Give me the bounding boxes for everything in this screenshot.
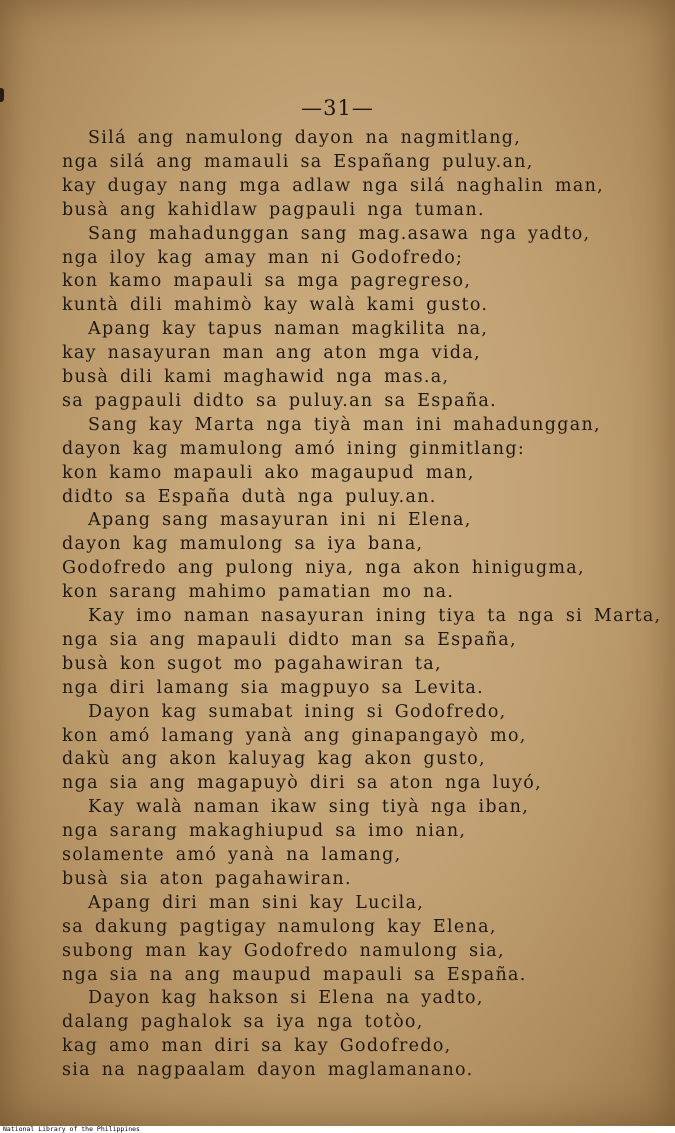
poem-line: kuntà dili mahimò kay walà kami gusto. <box>62 295 489 316</box>
poem-line: kag amo man diri sa kay Godofredo, <box>62 1036 452 1057</box>
poem-line: busà ang kahidlaw pagpauli nga tuman. <box>62 199 485 220</box>
poem-line: sa dakung pagtigay namulong kay Elena, <box>62 916 497 937</box>
poem-line: Apang diri man sini kay Lucila, <box>88 892 425 913</box>
poem-line: busà kon sugot mo pagahawiran ta, <box>62 653 442 674</box>
poem-line: Apang kay tapus naman magkilita na, <box>88 319 489 340</box>
poem-line: Kay imo naman nasayuran ining tiya ta nga si Marta, <box>88 606 662 626</box>
poem-line: sia na nagpaalam dayon maglamanano. <box>62 1060 474 1081</box>
poem-line: kay nasayuran man ang aton mga vida, <box>62 343 481 364</box>
poem-line: Apang sang masayuran ini ni Elena, <box>88 510 472 531</box>
poem-line: Dayon kag sumabat ining si Godofredo, <box>88 701 507 722</box>
poem-line: didto sa España dutà nga puluy.an. <box>62 486 437 507</box>
poem-line: nga iloy kag amay man ni Godofredo; <box>62 247 464 268</box>
page-number: —31— <box>301 96 374 120</box>
poem-line: busà dili kami maghawid nga mas.a, <box>62 367 450 387</box>
poem-line: sa pagpauli didto sa puluy.an sa España. <box>62 390 497 411</box>
poem-line: nga sia ang magapuyò diri sa aton nga luyó, <box>62 773 542 794</box>
poem-line: nga silá ang mamauli sa Españang puluy.an, <box>62 151 534 172</box>
poem-line: kon kamo mapauli ako magaupud man, <box>62 462 475 483</box>
poem-line: Dayon kag hakson si Elena na yadto, <box>88 988 484 1009</box>
poem-line: nga sia ang mapauli didto man sa España, <box>62 629 517 650</box>
poem-line: solamente amó yanà na lamang, <box>62 845 402 865</box>
poem-line: dayon kag mamulong amó ining ginmitlang: <box>62 438 526 459</box>
poem-line: Kay walà naman ikaw sing tiyà nga iban, <box>88 797 530 818</box>
poem-line: dakù ang akon kaluyag kag akon gusto, <box>62 749 486 770</box>
poem-line: kon kamo mapauli sa mga pagregreso, <box>62 271 472 292</box>
poem-line: kay dugay nang mga adlaw nga silá naghalin man, <box>62 175 605 196</box>
poem-line: busà sia aton pagahawiran. <box>62 868 352 889</box>
footer-credit: National Library of the Philippines <box>3 1125 140 1133</box>
poem-line: Silá ang namulong dayon na nagmitlang, <box>88 128 522 148</box>
poem-line: nga sia na ang maupud mapauli sa España. <box>62 964 527 985</box>
poem-line: Sang mahadunggan sang mag.asawa nga yadto, <box>88 223 591 244</box>
poem-line: dalang paghalok sa iya nga totòo, <box>62 1012 424 1033</box>
poem-line: kon sarang mahimo pamatian mo na. <box>62 582 455 603</box>
poem-line: subong man kay Godofredo namulong sia, <box>62 940 505 961</box>
poem-line: Godofredo ang pulong niya, nga akon hinigugma, <box>62 558 585 579</box>
poem-line: nga diri lamang sia magpuyo sa Levita. <box>62 677 485 698</box>
poem-line: Sang kay Marta nga tiyà man ini mahadunggan, <box>88 414 601 435</box>
poem-line: dayon kag mamulong sa iya bana, <box>62 534 424 555</box>
poem-line: nga sarang makaghiupud sa imo nian, <box>62 821 467 842</box>
poem-line: kon amó lamang yanà ang ginapangayò mo, <box>62 725 527 746</box>
